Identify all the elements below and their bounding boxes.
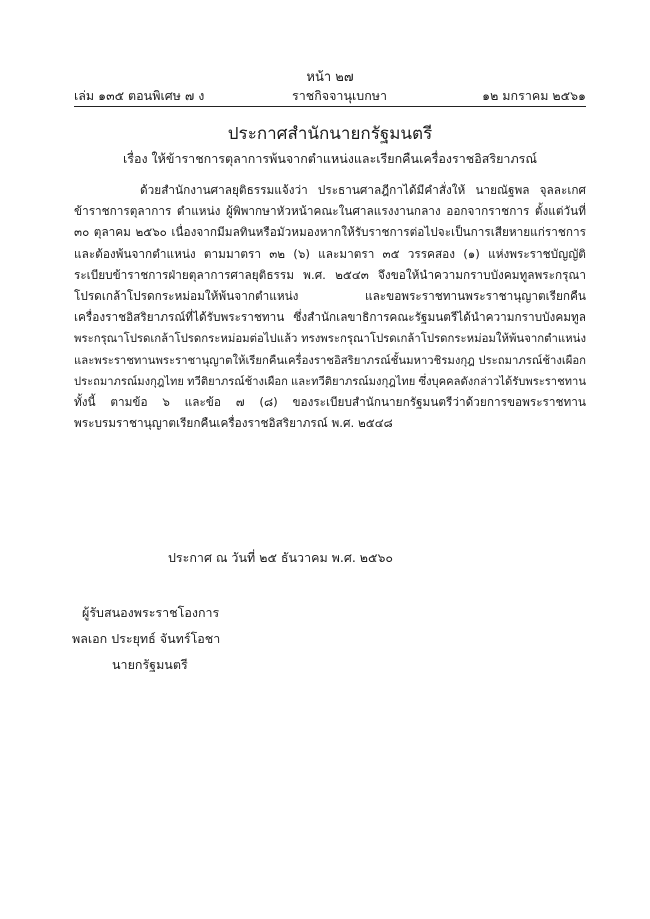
body-line: และพระราชทานพระราชานุญาตให้เรียกคืนเครื่องราชอิสริยาภรณ์ชั้นมหาวชิรมงกุฎ ประถมาภรณ์ช้างเผือก: [74, 353, 586, 367]
body-line: ๓๐ ตุลาคม ๒๕๖๐ เนื่องจากมีมลทินหรือมัวหมองหากให้รับราชการต่อไปจะเป็นการเสียหายแก่ราชการ: [74, 225, 586, 240]
signatory-name: พลเอก ประยุทธ์ จันทร์โอชา: [72, 631, 221, 646]
body-line: ทั้งนี้ ตามข้อ ๖ และข้อ ๗ (๘) ของระเบียบสำนักนายกรัฐมนตรีว่าด้วยการขอพระราชทาน: [74, 394, 586, 409]
gazette-name: ราชกิจจานุเบกษา: [292, 88, 388, 103]
body-line: ด้วยสำนักงานศาลยุติธรรมแจ้งว่า ประธานศาลฎีกาได้มีคำสั่งให้ นายณัฐพล จุลละเกศ: [140, 183, 586, 197]
body-line: พระบรมราชานุญาตเรียกคืนเครื่องราชอิสริยาภรณ์ พ.ศ. ๒๕๔๘: [74, 416, 393, 431]
body-line: และต้องพ้นจากตำแหน่ง ตามมาตรา ๓๒ (๖) และมาตรา ๓๕ วรรคสอง (๑) แห่งพระราชบัญญัติ: [74, 246, 586, 261]
body-line: โปรดเกล้าโปรดกระหม่อมให้พ้นจากตำแหน่ง และขอพระราชทานพระราชานุญาตเรียกคืน: [74, 288, 586, 303]
announcement-body: [74, 180, 586, 434]
announcement-date: ประกาศ ณ วันที่ ๒๕ ธันวาคม พ.ศ. ๒๕๖๐: [168, 550, 394, 565]
body-line: ข้าราชการตุลาการ ตำแหน่ง ผู้พิพากษาหัวหน้าคณะในศาลแรงงานกลาง ออกจากราชการ ตั้งแต่วันที่: [74, 204, 586, 219]
publication-date: ๑๒ มกราคม ๒๕๖๑: [482, 88, 586, 103]
body-line: ประถมาภรณ์มงกุฎไทย ทวีติยาภรณ์ช้างเผือก และทวีติยาภรณ์มงกุฎไทย ซึ่งบุคคลดังกล่าวได้รับพระราชทาน: [74, 374, 586, 388]
body-line: ระเบียบข้าราชการฝ่ายตุลาการศาลยุติธรรม พ.ศ. ๒๕๔๓ จึงขอให้นำความกราบบังคมทูลพระกรุณา: [74, 267, 586, 282]
page-number: หน้า ๒๗: [306, 70, 354, 85]
announcement-subject: เรื่อง ให้ข้าราชการตุลาการพ้นจากตำแหน่งและเรียกคืนเครื่องราชอิสริยาภรณ์: [122, 151, 537, 166]
announcement-title: ประกาศสำนักนายกรัฐมนตรี: [227, 124, 433, 144]
signatory-position: นายกรัฐมนตรี: [112, 657, 188, 672]
body-line: เครื่องราชอิสริยาภรณ์ที่ได้รับพระราชทาน ซึ่งสำนักเลขาธิการคณะรัฐมนตรีได้นำความกราบบังคมทูล: [74, 310, 586, 325]
volume-info: เล่ม ๑๓๕ ตอนพิเศษ ๗ ง: [74, 88, 205, 103]
countersign-label: ผู้รับสนองพระราชโองการ: [82, 605, 220, 620]
body-line: พระกรุณาโปรดเกล้าโปรดกระหม่อมต่อไปแล้ว ทรงพระกรุณาโปรดเกล้าโปรดกระหม่อมให้พ้นจากตำแหน่ง: [74, 331, 586, 346]
signature-block: [72, 600, 221, 678]
header-divider: [74, 106, 586, 107]
